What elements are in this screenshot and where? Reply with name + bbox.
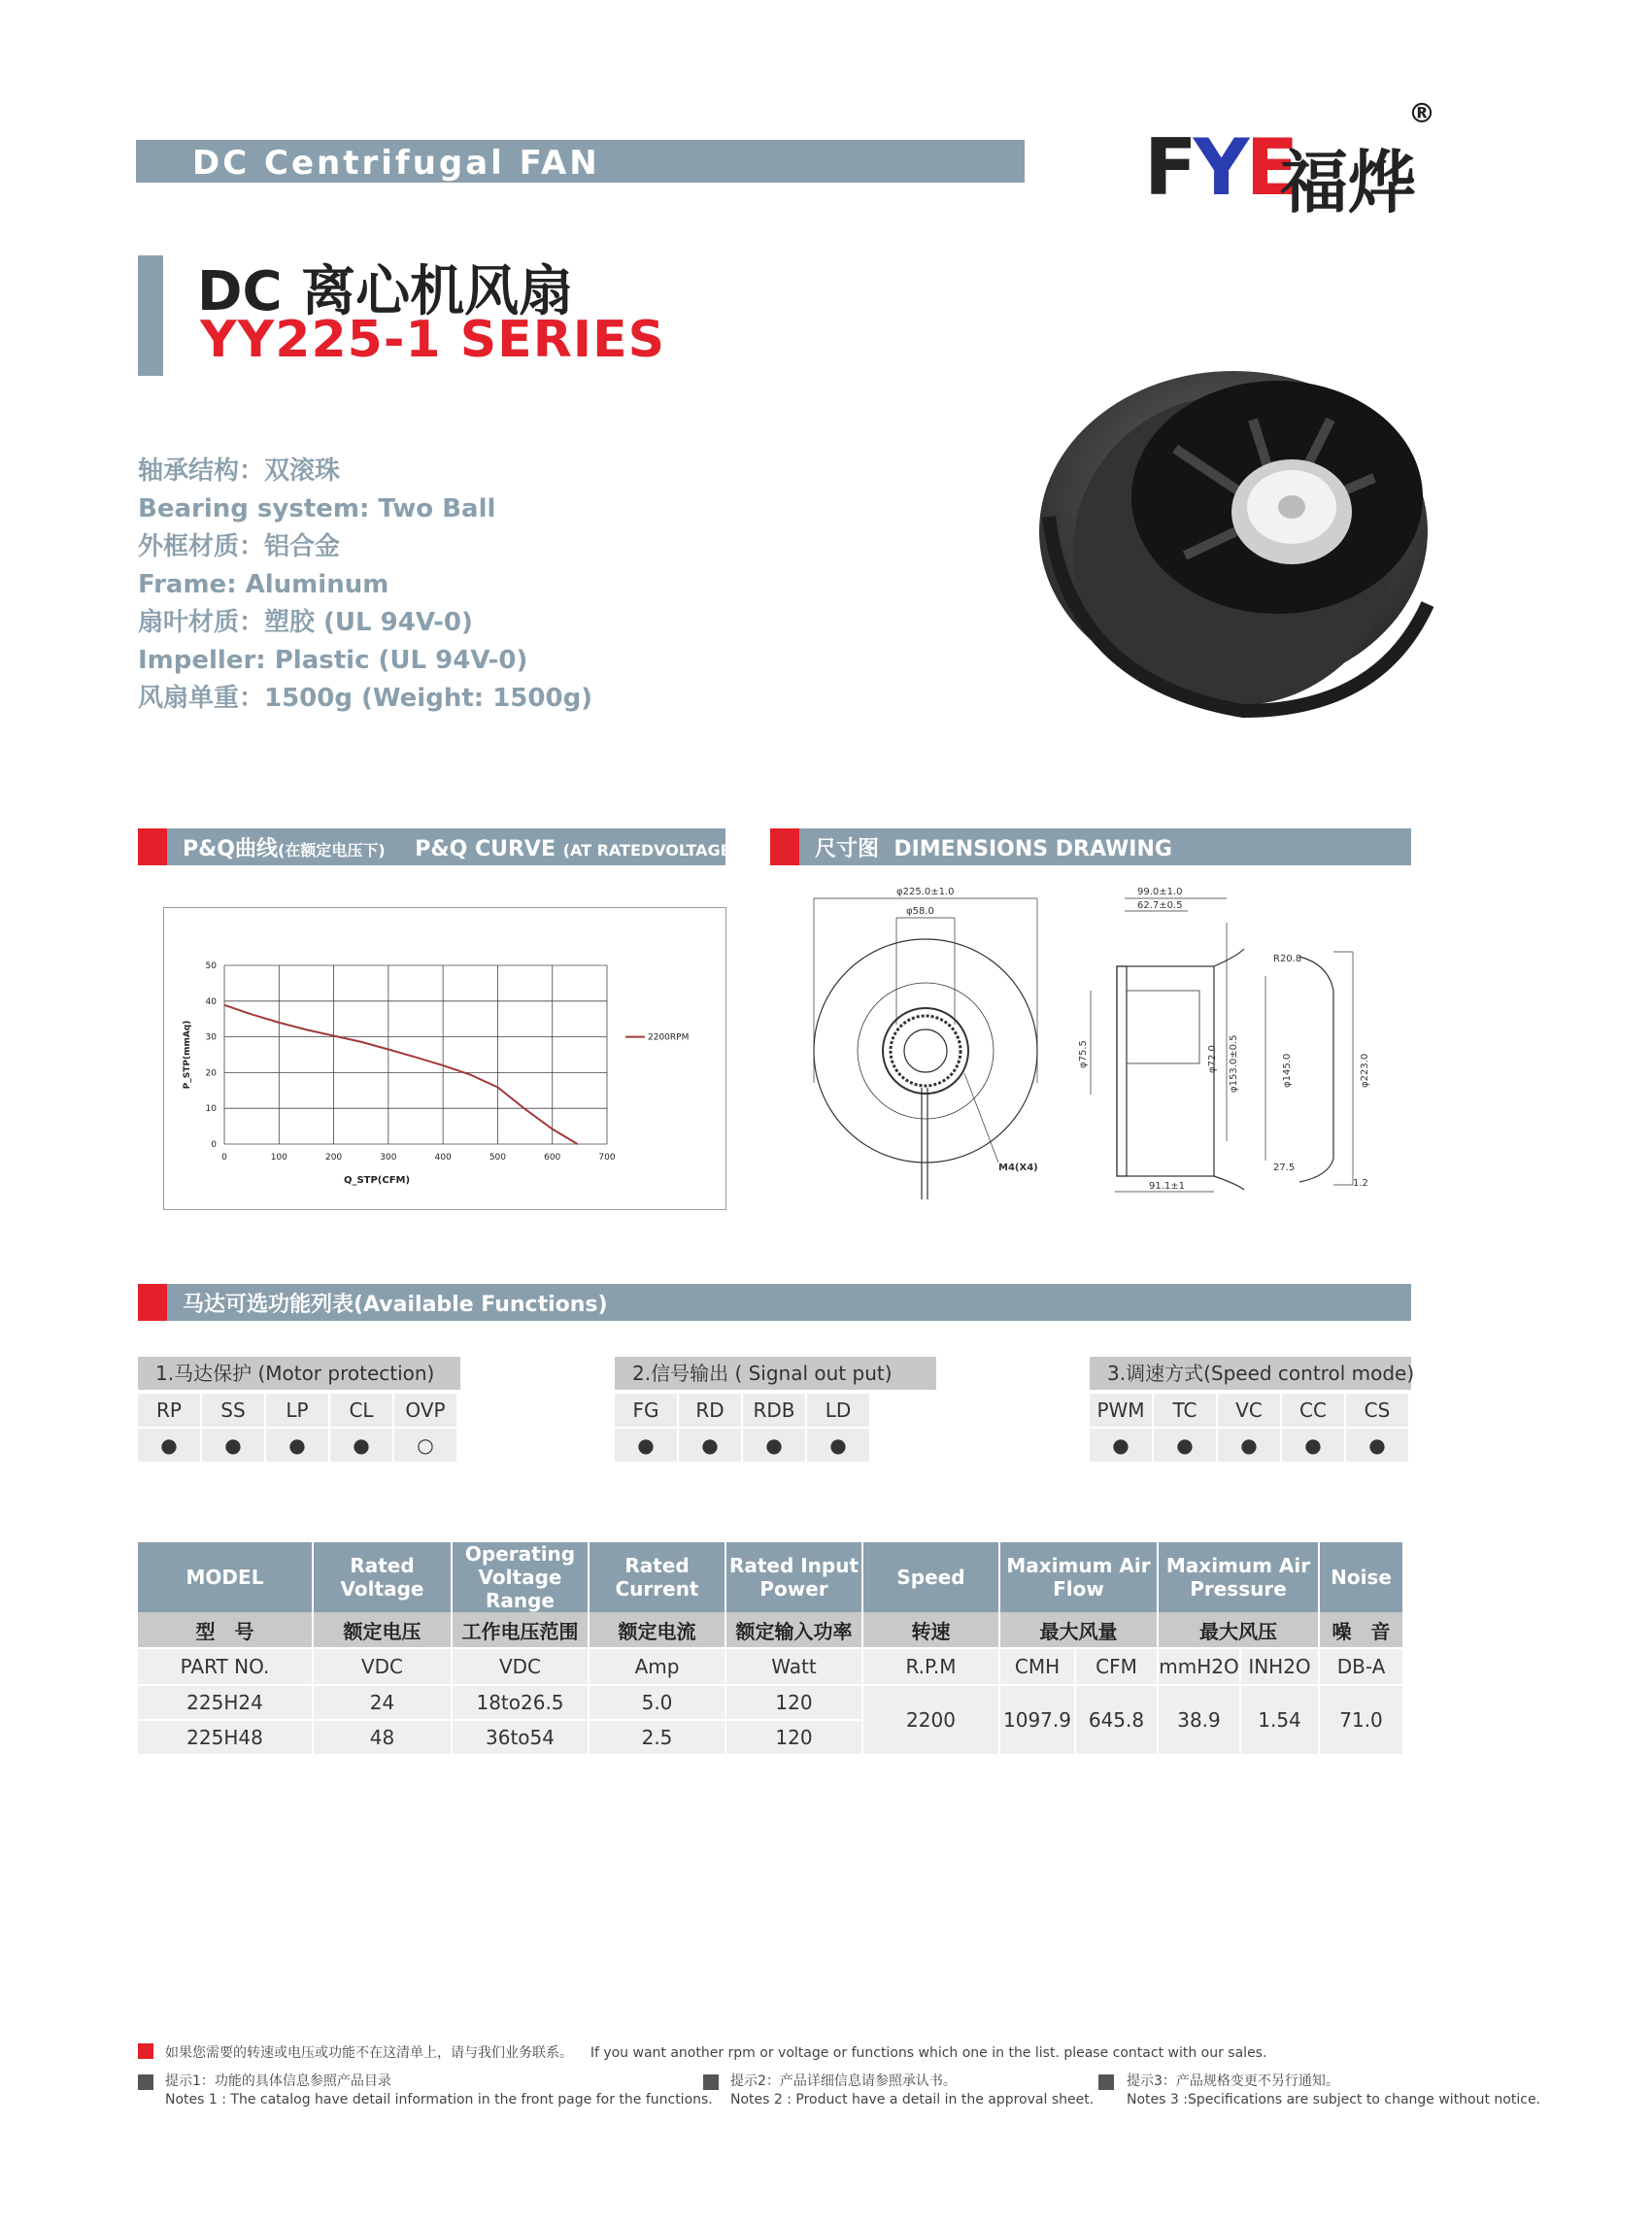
fan-product-image: [1029, 361, 1437, 730]
col-header-cn: 额定输入功率: [725, 1612, 862, 1648]
dim-w91: 91.1±1: [1149, 1181, 1186, 1192]
table-units-row: [138, 1648, 1403, 1685]
col-header-cn: 工作电压范围: [452, 1612, 589, 1648]
logo-letter-e: E: [1245, 122, 1296, 213]
function-code: RD: [679, 1394, 741, 1427]
function-availability-mark: ●: [615, 1429, 677, 1462]
model-cell: 225H48: [138, 1720, 313, 1755]
dim-m4: M4(X4): [998, 1163, 1038, 1173]
dimensions-drawing: [770, 879, 1411, 1214]
speed-control-header: 3.调速方式(Speed control mode): [1090, 1357, 1411, 1390]
spec-list: [138, 453, 592, 718]
pq-title-cn: P&Q曲线: [183, 837, 279, 861]
power-cell: 120: [725, 1720, 862, 1755]
function-code: LP: [266, 1394, 328, 1427]
note-red-square: [138, 2043, 153, 2059]
functions-header: [138, 1284, 1411, 1321]
unit-cell: Amp: [589, 1648, 725, 1685]
function-code: OVP: [394, 1394, 456, 1427]
range-cell: 18to26.5: [452, 1685, 589, 1720]
col-header: Rated Current: [589, 1542, 725, 1612]
dimensions-header: [770, 828, 1411, 865]
range-cell: 36to54: [452, 1720, 589, 1755]
function-code: CC: [1282, 1394, 1344, 1427]
cfm-cell: 645.8: [1075, 1685, 1158, 1755]
y-tick-label: 0: [211, 1140, 217, 1150]
note2-en: Notes 2 : Product have a detail in the approval sheet.: [730, 2092, 1095, 2107]
col-header: Speed: [862, 1542, 999, 1612]
dim-w99: 99.0±1.0: [1137, 887, 1183, 897]
function-code: TC: [1154, 1394, 1216, 1427]
dim-d58: φ58.0: [906, 906, 934, 917]
pq-title-cn-note: (在额定电压下): [278, 841, 386, 860]
dim-h75: φ75.5: [1078, 1040, 1089, 1068]
table-header-cn-row: [138, 1612, 1403, 1648]
series-title: YY225-1 SERIES: [200, 311, 666, 369]
note1-cn: 提示1：功能的具体信息参照产品目录: [165, 2073, 391, 2089]
pq-curve-header: [138, 828, 738, 865]
dim-h72: φ72.0: [1207, 1045, 1218, 1073]
col-header: Operating Voltage Range: [452, 1542, 589, 1612]
title-accent-bar: [138, 255, 163, 376]
unit-cell: INH2O: [1240, 1648, 1319, 1685]
pq-chart: [164, 908, 725, 1209]
x-tick-label: 600: [544, 1153, 561, 1163]
voltage-cell: 24: [313, 1685, 452, 1720]
table-row: [138, 1685, 1403, 1720]
col-header: Maximum Air Pressure: [1158, 1542, 1319, 1612]
registered-mark: ®: [1408, 97, 1435, 129]
product-title: DC 离心机风扇: [197, 260, 574, 323]
header-banner-text: DC Centrifugal FAN: [192, 144, 600, 183]
pq-title-en: P&Q CURVE: [415, 837, 556, 861]
y-tick-label: 30: [205, 1032, 217, 1043]
function-availability-mark: ●: [138, 1429, 200, 1462]
function-availability-mark: ●: [679, 1429, 741, 1462]
note3-en: Notes 3 :Specifications are subject to change without notice.: [1127, 2092, 1541, 2107]
function-availability-mark: ●: [1090, 1429, 1152, 1462]
function-availability-mark: ●: [807, 1429, 869, 1462]
col-header: Noise: [1319, 1542, 1403, 1612]
motor-protection-header: 1.马达保护 (Motor protection): [138, 1357, 460, 1390]
note-square: [1098, 2074, 1114, 2090]
spec-line: Bearing system: Two Ball: [138, 494, 496, 523]
dim-title-en: DIMENSIONS DRAWING: [893, 837, 1172, 861]
noise-cell: 71.0: [1319, 1685, 1403, 1755]
spec-line: Frame: Aluminum: [138, 570, 389, 599]
x-tick-label: 0: [221, 1153, 227, 1163]
series-line-0: [224, 1005, 578, 1144]
col-header: MODEL: [138, 1542, 313, 1612]
unit-cell: R.P.M: [862, 1648, 999, 1685]
y-tick-label: 20: [205, 1068, 217, 1079]
x-tick-label: 300: [380, 1153, 397, 1163]
spec-line: Impeller: Plastic (UL 94V-0): [138, 646, 528, 675]
dim-d223: φ223.0: [1360, 1053, 1370, 1088]
note1-en: Notes 1 : The catalog have detail information in the front page for the functions.: [165, 2092, 713, 2107]
function-code: SS: [202, 1394, 264, 1427]
spec-line: 外框材质：铝合金: [138, 532, 341, 561]
pq-title-en-note: (AT RATEDVOLTAGE): [562, 841, 738, 860]
inh2o-cell: 1.54: [1240, 1685, 1319, 1755]
dim-h153: φ153.0±0.5: [1229, 1034, 1239, 1093]
power-cell: 120: [725, 1685, 862, 1720]
function-code: LD: [807, 1394, 869, 1427]
col-header: Rated Input Power: [725, 1542, 862, 1612]
function-availability-mark: ●: [1282, 1429, 1344, 1462]
function-code: PWM: [1090, 1394, 1152, 1427]
note-square: [138, 2074, 153, 2090]
unit-cell: VDC: [452, 1648, 589, 1685]
function-availability-mark: ●: [1218, 1429, 1280, 1462]
y-axis-label: P_STP(mmAq): [183, 1020, 192, 1090]
x-tick-label: 200: [324, 1153, 343, 1163]
spec-line: 轴承结构：双滚珠: [138, 456, 341, 486]
y-tick-label: 50: [205, 961, 217, 971]
function-availability-mark: ○: [394, 1429, 456, 1462]
col-header-cn: 最大风压: [1158, 1612, 1319, 1648]
voltage-cell: 48: [313, 1720, 452, 1755]
y-tick-label: 10: [205, 1104, 217, 1115]
mmh2o-cell: 38.9: [1158, 1685, 1240, 1755]
function-availability-mark: ●: [330, 1429, 392, 1462]
dim-d225: φ225.0±1.0: [896, 887, 955, 897]
x-tick-label: 700: [598, 1153, 616, 1163]
function-availability-mark: ●: [743, 1429, 805, 1462]
brand-logo: [1144, 122, 1435, 222]
note-square: [703, 2074, 719, 2090]
function-code: VC: [1218, 1394, 1280, 1427]
header-banner: [136, 140, 1025, 183]
logo-letter-y: Y: [1193, 122, 1246, 213]
logo-chinese: 福烨: [1280, 143, 1416, 222]
speed-cell: 2200: [862, 1685, 999, 1755]
function-code: FG: [615, 1394, 677, 1427]
unit-cell: CFM: [1075, 1648, 1158, 1685]
col-header: Maximum Air Flow: [999, 1542, 1158, 1612]
x-tick-label: 100: [270, 1153, 287, 1163]
signal-output-header: 2.信号输出 ( Signal out put): [615, 1357, 936, 1390]
unit-cell: CMH: [999, 1648, 1075, 1685]
col-header-cn: 噪 音: [1319, 1612, 1403, 1648]
cmh-cell: 1097.9: [999, 1685, 1075, 1755]
function-code: RDB: [743, 1394, 805, 1427]
function-availability-mark: ●: [1154, 1429, 1216, 1462]
note2-cn: 提示2：产品详细信息请参照承认书。: [730, 2073, 957, 2089]
functions-title: 马达可选功能列表(Available Functions): [183, 1293, 608, 1317]
y-tick-label: 40: [205, 996, 217, 1007]
unit-cell: VDC: [313, 1648, 452, 1685]
col-header-cn: 型 号: [138, 1612, 313, 1648]
dim-d145: φ145.0: [1282, 1053, 1293, 1088]
col-header-cn: 转速: [862, 1612, 999, 1648]
unit-cell: PART NO.: [138, 1648, 313, 1685]
pq-chart-frame: [163, 907, 726, 1210]
legend-label: 2200RPM: [648, 1032, 690, 1043]
note3-cn: 提示3：产品规格变更不另行通知。: [1127, 2073, 1339, 2089]
table-header-row: [138, 1542, 1403, 1612]
logo-letter-f: F: [1144, 122, 1194, 213]
function-availability-mark: ●: [202, 1429, 264, 1462]
col-header-cn: 额定电压: [313, 1612, 452, 1648]
dim-d27: 27.5: [1273, 1163, 1296, 1173]
contact-note-en: If you want another rpm or voltage or functions which one in the list. please contact with our sales.: [590, 2045, 1267, 2061]
col-header: Rated Voltage: [313, 1542, 452, 1612]
unit-cell: DB-A: [1319, 1648, 1403, 1685]
function-code: RP: [138, 1394, 200, 1427]
unit-cell: mmH2O: [1158, 1648, 1240, 1685]
dim-w62: 62.7±0.5: [1137, 900, 1183, 911]
x-tick-label: 500: [489, 1153, 507, 1163]
spec-table: [138, 1542, 1404, 1756]
spec-line: 扇叶材质：塑胶 (UL 94V-0): [138, 608, 473, 637]
function-availability-mark: ●: [266, 1429, 328, 1462]
contact-note-cn: 如果您需要的转速或电压或功能不在这清单上，请与我们业务联系。: [165, 2045, 573, 2061]
dim-r20: R20.8: [1273, 954, 1302, 964]
spec-line: 风扇单重：1500g (Weight: 1500g): [138, 684, 593, 713]
dim-title-cn: 尺寸图: [815, 837, 880, 861]
function-availability-mark: ●: [1346, 1429, 1408, 1462]
dim-d1: 1.2: [1353, 1178, 1368, 1189]
current-cell: 2.5: [589, 1720, 725, 1755]
col-header-cn: 额定电流: [589, 1612, 725, 1648]
current-cell: 5.0: [589, 1685, 725, 1720]
x-axis-label: Q_STP(CFM): [343, 1175, 411, 1186]
function-code: CS: [1346, 1394, 1408, 1427]
col-header-cn: 最大风量: [999, 1612, 1158, 1648]
x-tick-label: 400: [434, 1153, 452, 1163]
function-code: CL: [330, 1394, 392, 1427]
unit-cell: Watt: [725, 1648, 862, 1685]
model-cell: 225H24: [138, 1685, 313, 1720]
